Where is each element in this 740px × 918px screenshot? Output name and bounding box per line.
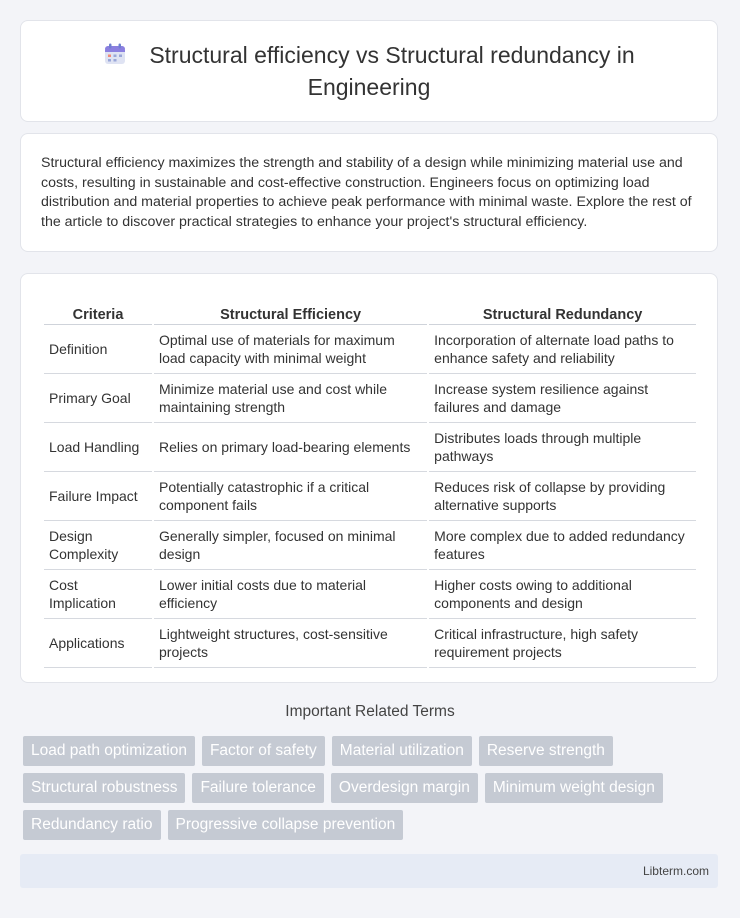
header-criteria: Criteria	[44, 294, 152, 325]
row-efficiency: Relies on primary load-bearing elements	[154, 423, 427, 472]
comparison-table	[42, 294, 698, 668]
header-efficiency: Structural Efficiency	[154, 294, 427, 325]
term-tag[interactable]: Reserve strength	[479, 736, 613, 766]
table-row	[44, 521, 696, 570]
calendar-icon	[103, 42, 127, 73]
term-tag[interactable]: Structural robustness	[23, 773, 185, 803]
table-row	[44, 619, 696, 668]
term-tag[interactable]: Failure tolerance	[192, 773, 323, 803]
term-tag[interactable]: Material utilization	[332, 736, 472, 766]
term-tag[interactable]: Overdesign margin	[331, 773, 478, 803]
row-efficiency: Potentially catastrophic if a critical component fails	[154, 472, 427, 521]
comparison-table-card	[20, 273, 718, 683]
term-tag[interactable]: Factor of safety	[202, 736, 325, 766]
intro-card	[20, 133, 718, 252]
row-redundancy: Higher costs owing to additional components and design	[429, 570, 696, 619]
row-criteria: Definition	[44, 325, 152, 374]
table-row	[44, 325, 696, 374]
row-efficiency: Minimize material use and cost while maintaining strength	[154, 374, 427, 423]
intro-text: Structural efficiency maximizes the strength and stability of a design while minimizing material use and costs, resulting in sustainable and cost-effective construction. Engineers focus on optimizing load distribution and material properties to achieve peak performance with minimal waste. Explore the rest of the article to discover practical strategies to enhance your project's structural efficiency.	[41, 155, 692, 230]
table-header-row	[44, 294, 696, 325]
table-row	[44, 472, 696, 521]
row-redundancy: Critical infrastructure, high safety requirement projects	[429, 619, 696, 668]
row-criteria: Applications	[44, 619, 152, 668]
footer-site-link[interactable]: Libterm.com	[642, 864, 709, 878]
title-card	[20, 20, 718, 122]
table-row	[44, 570, 696, 619]
related-terms-list	[23, 736, 723, 840]
page-title-text: Structural efficiency vs Structural redundancy in Engineering	[149, 41, 635, 100]
row-criteria: Cost Implication	[44, 570, 152, 619]
term-tag[interactable]: Load path optimization	[23, 736, 195, 766]
row-redundancy: Increase system resilience against failures and damage	[429, 374, 696, 423]
footer	[20, 854, 718, 888]
table-row	[44, 374, 696, 423]
row-efficiency: Lightweight structures, cost-sensitive projects	[154, 619, 427, 668]
row-redundancy: Incorporation of alternate load paths to enhance safety and reliability	[429, 325, 696, 374]
row-criteria: Failure Impact	[44, 472, 152, 521]
row-efficiency: Lower initial costs due to material efficiency	[154, 570, 427, 619]
term-tag[interactable]: Minimum weight design	[485, 773, 663, 803]
related-terms-heading: Important Related Terms	[285, 703, 455, 720]
term-tag[interactable]: Redundancy ratio	[23, 810, 161, 840]
row-criteria: Primary Goal	[44, 374, 152, 423]
row-efficiency: Generally simpler, focused on minimal design	[154, 521, 427, 570]
row-redundancy: More complex due to added redundancy features	[429, 521, 696, 570]
table-row	[44, 423, 696, 472]
page-title	[69, 41, 669, 102]
row-criteria: Design Complexity	[44, 521, 152, 570]
row-redundancy: Reduces risk of collapse by providing alternative supports	[429, 472, 696, 521]
row-redundancy: Distributes loads through multiple pathways	[429, 423, 696, 472]
term-tag[interactable]: Progressive collapse prevention	[168, 810, 404, 840]
header-redundancy: Structural Redundancy	[429, 294, 696, 325]
row-efficiency: Optimal use of materials for maximum load capacity with minimal weight	[154, 325, 427, 374]
row-criteria: Load Handling	[44, 423, 152, 472]
title-wrap	[69, 41, 669, 102]
